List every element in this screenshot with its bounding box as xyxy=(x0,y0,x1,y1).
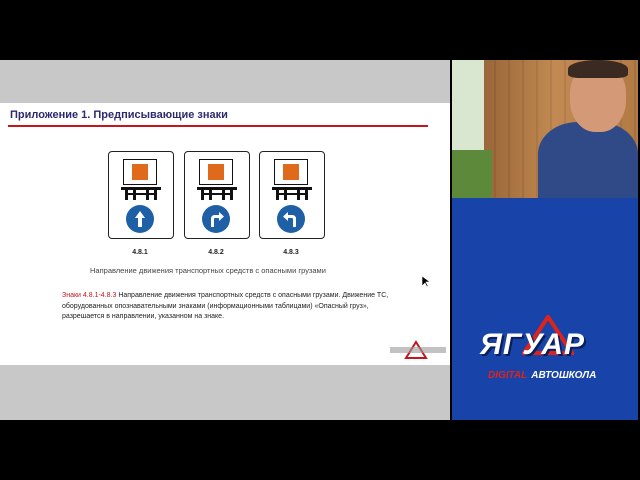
plant xyxy=(452,150,492,198)
brand-subtitle xyxy=(488,370,596,381)
sign-4-8-3 xyxy=(259,151,325,239)
description-text: Направление движения транспортных средств с опасными грузами. Движение ТС, оборудованных опознавательными знаками (информационными таблицами) «Опасный груз», разрешается в направлении, указанном на знаке. xyxy=(62,292,389,320)
presenter-body xyxy=(538,122,638,198)
webcam-feed xyxy=(452,60,638,198)
slide-content xyxy=(0,103,450,365)
brand-school: АВТОШКОЛА xyxy=(531,370,597,381)
title-underline xyxy=(8,125,428,127)
sign-4-8-2 xyxy=(184,151,250,239)
jaguar-mini-logo-icon xyxy=(388,340,448,360)
arrow-turn-left-icon xyxy=(277,205,305,233)
slide-title: Приложение 1. Предписывающие знаки xyxy=(10,109,228,121)
sign-4-8-1 xyxy=(108,151,174,239)
brand-name: ЯГУАР xyxy=(480,328,586,361)
brand-panel xyxy=(452,198,638,420)
arrow-turn-right-icon xyxy=(202,205,230,233)
mouse-cursor-icon xyxy=(422,276,430,288)
hazard-plate-icon xyxy=(274,159,308,185)
sign-label: 4.8.2 xyxy=(208,249,224,256)
truck-chassis-icon xyxy=(195,186,239,202)
signs-caption: Направление движения транспортных средств с опасными грузами xyxy=(90,266,326,275)
presentation-slide xyxy=(0,60,450,420)
hazard-plate-icon xyxy=(123,159,157,185)
brand-digital: DIGITAL xyxy=(488,370,528,381)
sign-label: 4.8.3 xyxy=(283,249,299,256)
hazard-plate-icon xyxy=(199,159,233,185)
arrow-straight-icon xyxy=(126,205,154,233)
sign-description xyxy=(62,291,392,323)
truck-chassis-icon xyxy=(270,186,314,202)
presenter-hair xyxy=(568,60,628,78)
sign-label: 4.8.1 xyxy=(132,249,148,256)
truck-chassis-icon xyxy=(119,186,163,202)
description-lead: Знаки 4.8.1-4.8.3 xyxy=(62,292,117,299)
